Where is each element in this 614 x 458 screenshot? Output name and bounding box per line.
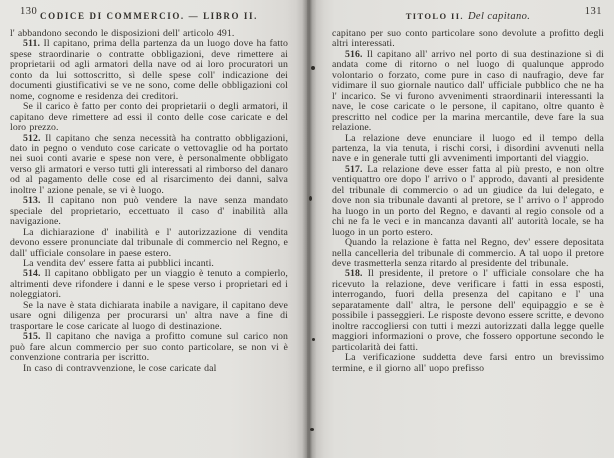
- article-number: 513.: [23, 195, 41, 207]
- page-number-131: 131: [584, 6, 602, 17]
- paragraph: 513. Il capitano non può vendere la nave senza mandato speciale del proprietario, eccettuato il caso d' inabilità alla navigazione.: [10, 195, 288, 228]
- running-title-right: [406, 6, 531, 23]
- paragraph: 515. Il capitano che naviga a profitto comune sul carico non può fare alcun commercio per suo conto particolare, se non vi è convenzione contraria per iscritto.: [10, 331, 288, 364]
- paragraph: Quando la relazione è fatta nel Regno, dev' essere depositata nella cancelleria del tribunale di commercio. A tal uopo il pretore deve trasmetterla senza ritardo al presidente del tribunale.: [332, 237, 604, 269]
- page-130-text: [10, 29, 288, 374]
- paragraph: l' abbandono secondo le disposizioni dell' articolo 491.: [10, 28, 235, 39]
- page-131-text: [332, 29, 604, 374]
- paragraph: 512. Il capitano che senza necessità ha contratto obbligazioni, dato in pegno o venduto cose caricate o vettovaglie od ha portato nei suoi conti avarie e spese non vere, è personalmente obbligato verso gli armatori e verso tutti gli interessati al rimborso del danaro od al pagamento delle cose ed al risarcimento dei danni, salva inoltre l' azione penale, se vi è luogo.: [10, 132, 288, 196]
- paragraph: In caso di contravvenzione, le cose caricate dal: [23, 362, 217, 374]
- article-number: 515.: [23, 331, 41, 343]
- running-title-chapter: Del capitano.: [467, 11, 531, 22]
- running-title-section: TITOLO II.: [405, 11, 464, 21]
- article-number: 518.: [345, 268, 363, 280]
- paragraph: 514. Il capitano obbligato per un viaggio è tenuto a compierlo, altrimenti deve rifondere i danni e le spese verso i proprietari ed i noleggiatori.: [10, 268, 288, 301]
- paragraph: La vendita dev' essere fatta ai pubblici incanti.: [23, 257, 214, 269]
- paragraph: 517. La relazione deve esser fatta al più presto, e non oltre ventiquattro ore dopo l' arrivo o l' approdo, davanti al presidente del tribunale di commercio o ad un giudice da lui delegato, e dove non sia tribunale davanti al pretore, se l' arrivo o l' approdo ha luogo in un porto del Regno, e davanti al regio console od a chi ne fa le veci e in mancanza davanti all' autorità locale, se ha luogo in un porto estero.: [332, 163, 604, 238]
- paragraph: Se il carico è fatto per conto dei proprietarii o degli armatori, il capitano deve rimettere ad essi il conto delle cose caricate e del loro prezzo.: [10, 101, 288, 134]
- article-number: 517.: [345, 163, 363, 175]
- paragraph: 511. Il capitano, prima della partenza da un luogo dove ha fatto spese straordinarie o contratte obbligazioni, deve rimettere ai proprietarii od agli armatori della nave od ai loro procuratori un conto da lui sottoscritto, sì delle spese coll' indicazione dei documenti giustificativi se ve ne sono, come delle obbligazioni col nome, cognome e residenza dei creditori.: [10, 38, 288, 102]
- paragraph: La relazione deve enunciare il luogo ed il tempo della partenza, la via tenuta, i rischi corsi, i disordini avvenuti nella nave e in generale tutti gli avvenimenti importanti del viaggio.: [332, 132, 604, 165]
- paragraph: 518. Il presidente, il pretore o l' ufficiale consolare che ha ricevuto la relazione, deve verificare i fatti in essa esposti, interrogando, fuori della presenza del capitano e l' una separatamente dall' altra, le persone dell' equipaggio e se è possibile i passeggieri. Le risposte devono essere scritte, e devono inoltre raccogliersi con tutti i mezzi autorizzati dalla legge quelle maggiori informazioni o prove, che fossero opportune secondo le particolarità dei fatti.: [332, 268, 604, 353]
- running-title-left: CODICE DI COMMERCIO. — LIBRO II.: [40, 11, 258, 21]
- paragraph: La dichiarazione d' inabilità e l' autorizzazione di vendita devono essere pronunciate dal tribunale di commercio nel Regno, e dall' ufficiale consolare in paese estero.: [10, 226, 288, 259]
- running-header-right: [332, 6, 604, 26]
- article-number: 511.: [23, 38, 41, 50]
- page-131: [307, 0, 614, 458]
- article-number: 516.: [345, 48, 363, 60]
- article-number: 514.: [23, 268, 41, 280]
- page-number-130: 130: [20, 6, 38, 17]
- paragraph: capitano per suo conto particolare sono devolute a profitto degli altri interessati.: [332, 28, 604, 50]
- paragraph: La verificazione suddetta deve farsi entro un brevissimo termine, e il giorno all' uopo prefisso: [332, 352, 604, 374]
- paragraph: Se la nave è stata dichiarata inabile a navigare, il capitano deve usare ogni diligenza per procurarsi un' altra nave a fine di trasportare le cose caricate al luogo di destinazione.: [10, 299, 288, 332]
- article-number: 512.: [23, 132, 41, 144]
- paragraph: 516. Il capitano all' arrivo nel porto di sua destinazione sì di andata come di ritorno o nel luogo di qualunque approdo volontario o forzato, come pure in caso di naufragio, deve far vidimare il suo giornale nautico dall' ufficiale pubblico che ne ha l' incarico. Se vi furono avvenimenti straordinarii interessanti la nave, le cose caricate o le persone, il capitano, oltre quanto è prescritto nel codice per la marina mercantile, deve fare la sua relazione.: [332, 48, 604, 134]
- running-header-left: [10, 6, 288, 26]
